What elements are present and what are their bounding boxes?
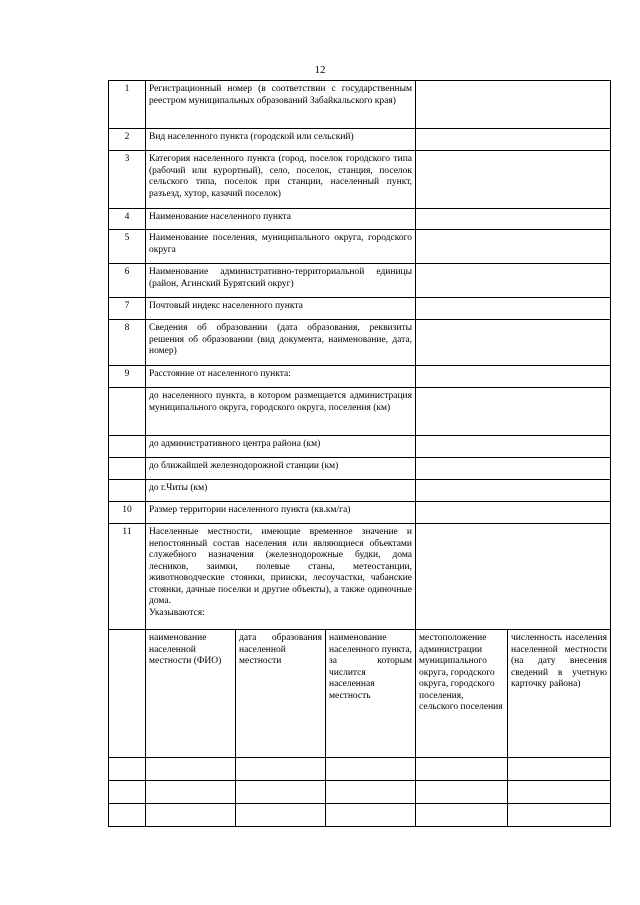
row-value-cell[interactable] (416, 502, 611, 524)
table-row (109, 298, 611, 320)
row-number: 8 (109, 320, 146, 366)
table-row (109, 388, 611, 436)
row-number: 1 (109, 81, 146, 129)
table-row (109, 320, 611, 366)
page-number: 12 (314, 64, 326, 76)
row-number: 11 (109, 524, 146, 630)
row-value-cell[interactable] (416, 388, 611, 436)
subtable-cell[interactable] (236, 781, 326, 804)
table-row (109, 436, 611, 458)
subtable-header-cell: местоположение администрации муниципального округа, городского округа, городского поселения, сельского поселения (416, 630, 508, 758)
subtable-header-row (109, 630, 611, 758)
subtable-cell[interactable] (146, 758, 236, 781)
row-number: 4 (109, 209, 146, 230)
table-row (109, 209, 611, 230)
row-number (109, 436, 146, 458)
registration-form-table (108, 80, 611, 827)
row-value-cell[interactable] (416, 320, 611, 366)
subtable-header-cell: численность населения населенной местности (на дату внесения сведений в учетную карточку района) (508, 630, 611, 758)
row-number: 7 (109, 298, 146, 320)
row-description: Наименование административно-территориальной единицы (район, Агинский Бурятский округ) (146, 264, 416, 298)
subtable-cell[interactable] (508, 804, 611, 827)
row-description: Почтовый индекс населенного пункта (146, 298, 416, 320)
subtable-header-cell: наименование населенного пункта, за которым числится населенная местность (326, 630, 416, 758)
row-description: до г.Читы (км) (146, 480, 416, 502)
table-row (109, 264, 611, 298)
row-description: Вид населенного пункта (городской или сельский) (146, 129, 416, 151)
row-number: 5 (109, 230, 146, 264)
table-row (109, 81, 611, 129)
subtable-cell[interactable] (508, 758, 611, 781)
row-value-cell[interactable] (416, 264, 611, 298)
table-row (109, 502, 611, 524)
row-value-cell[interactable] (416, 436, 611, 458)
subtable-header-cell: наименование населенной местности (ФИО) (146, 630, 236, 758)
subtable-cell[interactable] (416, 804, 508, 827)
row-number (109, 480, 146, 502)
row-description: Расстояние от населенного пункта: (146, 366, 416, 388)
row-value-cell[interactable] (416, 524, 611, 630)
row-value-cell[interactable] (416, 480, 611, 502)
table-row (109, 151, 611, 209)
row-description: до населенного пункта, в котором размещается администрация муниципального округа, городского округа, поселения (км) (146, 388, 416, 436)
subtable-header-cell: дата образования населенной местности (236, 630, 326, 758)
row-value-cell[interactable] (416, 151, 611, 209)
subtable-cell[interactable] (236, 804, 326, 827)
row-description: Сведения об образовании (дата образования, реквизиты решения об образовании (вид документа, наименование, дата, номер) (146, 320, 416, 366)
row-number (109, 458, 146, 480)
subtable-cell[interactable] (326, 804, 416, 827)
row-value-cell[interactable] (416, 129, 611, 151)
subtable-entry-row (109, 804, 611, 827)
table-row (109, 524, 611, 630)
row-value-cell[interactable] (416, 81, 611, 129)
row-number: 3 (109, 151, 146, 209)
table-row (109, 366, 611, 388)
row-description: до ближайшей железнодорожной станции (км) (146, 458, 416, 480)
row-value-cell[interactable] (416, 230, 611, 264)
table-row (109, 480, 611, 502)
row-description: Категория населенного пункта (город, поселок городского типа (рабочий или курортный), село, поселок, станция, поселок сельского типа, поселок при станции, населенный пункт, разъезд, хутор, казачий поселок) (146, 151, 416, 209)
row-number: 9 (109, 366, 146, 388)
subtable-entry-row (109, 758, 611, 781)
table-row (109, 230, 611, 264)
subtable-cell[interactable] (109, 758, 146, 781)
row-value-cell[interactable] (416, 366, 611, 388)
row-value-cell[interactable] (416, 458, 611, 480)
table-row (109, 458, 611, 480)
row-description: Регистрационный номер (в соответствии с государственным реестром муниципальных образований Забайкальского края) (146, 81, 416, 129)
subtable-cell[interactable] (326, 758, 416, 781)
row-number: 2 (109, 129, 146, 151)
subtable-cell[interactable] (416, 781, 508, 804)
row-value-cell[interactable] (416, 209, 611, 230)
subtable-cell[interactable] (508, 781, 611, 804)
row-number (109, 388, 146, 436)
subtable-cell[interactable] (236, 758, 326, 781)
subtable-cell[interactable] (326, 781, 416, 804)
row-description: Наименование поселения, муниципального округа, городского округа (146, 230, 416, 264)
subtable-cell[interactable] (109, 804, 146, 827)
subtable-cell[interactable] (109, 781, 146, 804)
row-number: 6 (109, 264, 146, 298)
subtable-entry-row (109, 781, 611, 804)
subtable-cell[interactable] (146, 781, 236, 804)
row-description: Населенные местности, имеющие временное значение и непостоянный состав населения или являющиеся объектами служебного назначения (железнодорожные будки, дома лесников, заимки, полевые станы, метеостанции, животноводческие стоянки, прииски, лесоучастки, чабанские стоянки, дачные поселки и другие объекты), а также одиночные дома. Указываются: (146, 524, 416, 630)
row-description: Размер территории населенного пункта (кв.км/га) (146, 502, 416, 524)
subtable-cell[interactable] (146, 804, 236, 827)
row-description: Наименование населенного пункта (146, 209, 416, 230)
row-value-cell[interactable] (416, 298, 611, 320)
subtable-cell[interactable] (416, 758, 508, 781)
row-description: до административного центра района (км) (146, 436, 416, 458)
row-number: 10 (109, 502, 146, 524)
table-row (109, 129, 611, 151)
subtable-blank-cell (109, 630, 146, 758)
